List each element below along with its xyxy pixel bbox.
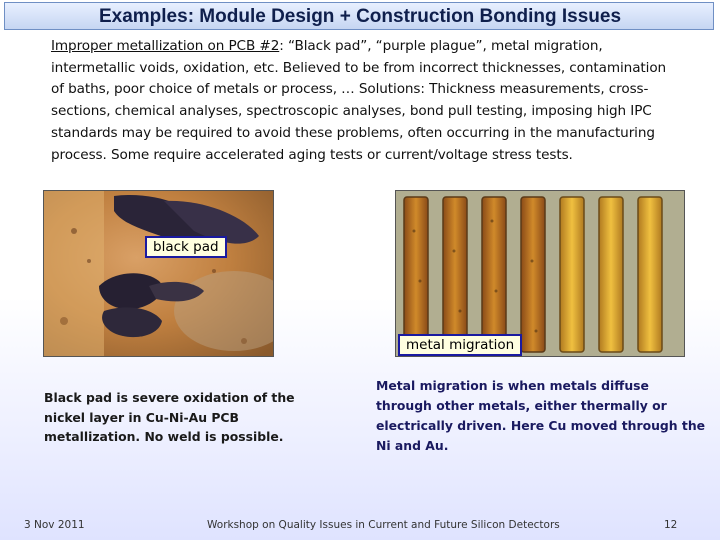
- metal-migration-caption: Metal migration is when metals diffuse through other metals, either thermally or electrically driven. Here Cu moved through the Ni and Au.: [376, 378, 706, 453]
- black-pad-caption: Black pad is severe oxidation of the nickel layer in Cu-Ni-Au PCB metallization. No weld is possible.: [44, 390, 295, 444]
- black-pad-label: black pad: [145, 236, 227, 258]
- black-pad-photo: [43, 190, 274, 357]
- body-link[interactable]: Improper metallization on PCB #2: [51, 38, 280, 54]
- title-bar: [4, 2, 714, 30]
- footer-date: 3 Nov 2011: [24, 519, 85, 531]
- metal-migration-label: metal migration: [398, 334, 522, 356]
- metal-migration-image: [396, 191, 685, 357]
- metal-migration-photo: [395, 190, 685, 357]
- black-pad-image: [44, 191, 274, 357]
- body-text: : “Black pad”, “purple plague”, metal migration, intermetallic voids, oxidation, etc. Believed to be from incorrect thicknesses, contamination of baths, poor choice of metals or process, … Solutions: Thickness measurements, cross-sections, chemical analyses, spectroscopic analyses, bond pull testing, imposing high IPC standards may be required to avoid these problems, often occurring in the manufacturing process. Some require accelerated aging tests or current/voltage stress tests.: [51, 38, 667, 163]
- body-paragraph: [51, 36, 681, 166]
- page-number: 12: [664, 519, 678, 531]
- slide-title: Examples: Module Design + Construction Bonding Issues: [98, 6, 622, 27]
- footer-title: Workshop on Quality Issues in Current and Future Silicon Detectors: [207, 519, 560, 531]
